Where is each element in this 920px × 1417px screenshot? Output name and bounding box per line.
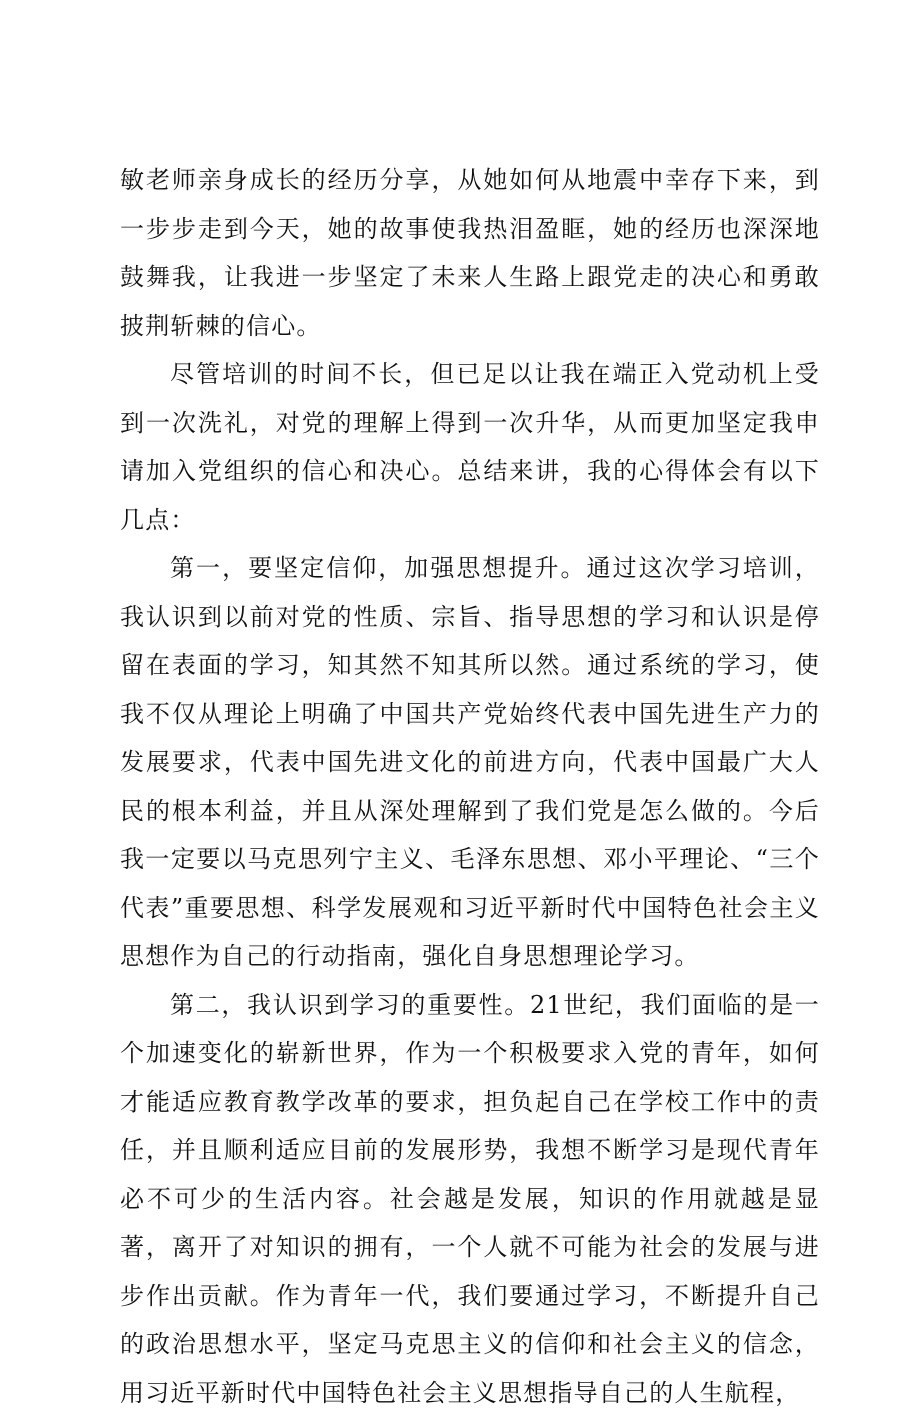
paragraph-1: 敏老师亲身成长的经历分享，从她如何从地震中幸存下来，到一步步走到今天，她的故事使我热泪盈眶，她的经历也深深地鼓舞我，让我进一步坚定了未来人生路上跟党走的决心和勇敢披荆斩棘的信心。 (120, 156, 820, 350)
paragraph-4: 第二，我认识到学习的重要性。21世纪，我们面临的是一个加速变化的崭新世界，作为一个积极要求入党的青年，如何才能适应教育教学改革的要求，担负起自己在学校工作中的责任，并且顺利适应目前的发展形势，我想不断学习是现代青年必不可少的生活内容。社会越是发展，知识的作用就越是显著，离开了对知识的拥有，一个人就不可能为社会的发展与进步作出贡献。作为青年一代，我们要通过学习，不断提升自己的政治思想水平，坚定马克思主义的信仰和社会主义的信念，用习近平新时代中国特色社会主义思想指导自己的人生航程， (120, 981, 820, 1417)
document-body (120, 156, 820, 1417)
paragraph-3: 第一，要坚定信仰，加强思想提升。通过这次学习培训，我认识到以前对党的性质、宗旨、指导思想的学习和认识是停留在表面的学习，知其然不知其所以然。通过系统的学习，使我不仅从理论上明确了中国共产党始终代表中国先进生产力的发展要求，代表中国先进文化的前进方向，代表中国最广大人民的根本利益，并且从深处理解到了我们党是怎么做的。今后我一定要以马克思列宁主义、毛泽东思想、邓小平理论、“三个代表”重要思想、科学发展观和习近平新时代中国特色社会主义思想作为自己的行动指南，强化自身思想理论学习。 (120, 544, 820, 981)
paragraph-2: 尽管培训的时间不长，但已足以让我在端正入党动机上受到一次洗礼，对党的理解上得到一次升华，从而更加坚定我申请加入党组织的信心和决心。总结来讲，我的心得体会有以下几点： (120, 350, 820, 544)
